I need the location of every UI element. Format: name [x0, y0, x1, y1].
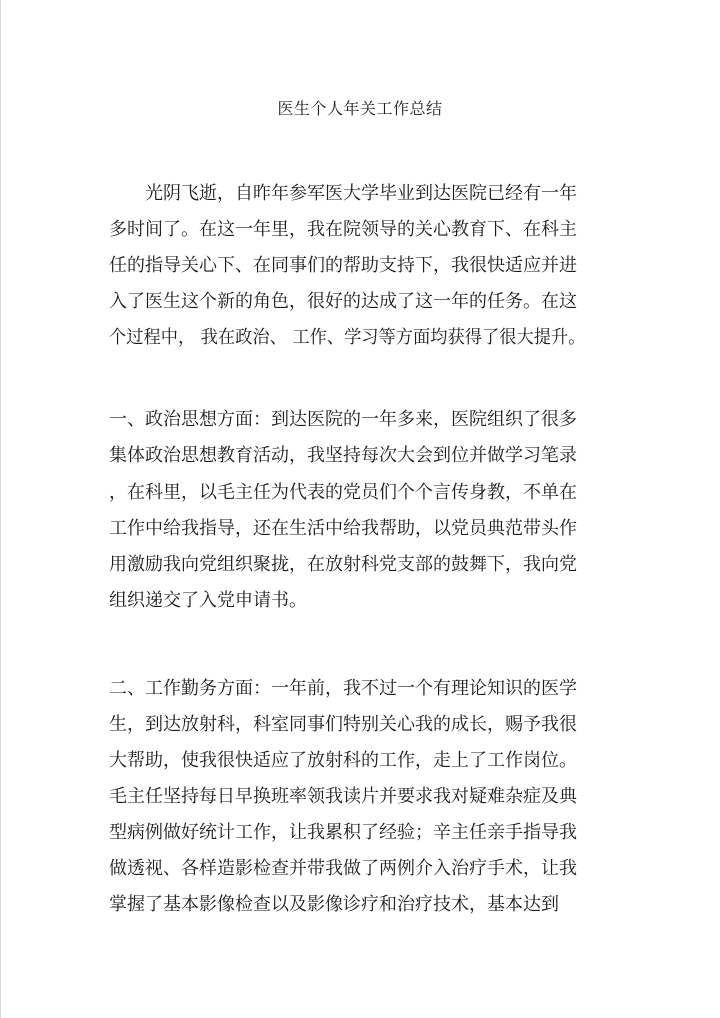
- section2-line: 大帮助，使我很快适应了放射科的工作，走上了工作岗位。: [109, 750, 577, 771]
- section2-line: 二、工作勤务方面：一年前，我不过一个有理论知识的医学: [109, 678, 577, 699]
- intro-line: 个过程中， 我在政治、 工作、学习等方面均获得了很大提升。: [109, 327, 586, 348]
- section2-line: 型病例做好统计工作，让我累积了经验；辛主任亲手指导我: [109, 822, 577, 843]
- intro-line: 任的指导关心下、在同事们的帮助支持下，我很快适应并进: [109, 255, 577, 276]
- section1-line: ，在科里，以毛主任为代表的党员们个个言传身教，不单在: [109, 482, 577, 503]
- section1-line: 集体政治思想教育活动，我坚持每次大会到位并做学习笔录: [109, 445, 577, 466]
- section2-line: 掌握了基本影像检查以及影像诊疗和治疗技术，基本达到: [109, 894, 559, 915]
- section2-line: 做透视、各样造影检查并带我做了两例介入治疗手术，让我: [109, 858, 577, 879]
- section1-line: 用激励我向党组织聚拢，在放射科党支部的鼓舞下，我向党: [109, 554, 577, 575]
- section2-line: 生，到达放射科，科室同事们特别关心我的成长，赐予我很: [109, 714, 577, 735]
- intro-line: 入了医生这个新的角色，很好的达成了这一年的任务。在这: [109, 291, 577, 312]
- intro-line: 多时间了。在这一年里，我在院领导的关心教育下、在科主: [109, 219, 577, 240]
- intro-line: 光阴飞逝，自昨年参军医大学毕业到达医院已经有一年: [145, 183, 577, 204]
- section1-line: 组织递交了入党申请书。: [109, 590, 307, 611]
- section1-line: 一、政治思想方面：到达医院的一年多来，医院组织了很多: [109, 409, 577, 430]
- document-title: 医生个人年关工作总结: [277, 99, 443, 118]
- section2-line: 毛主任坚持每日早换班率领我读片并要求我对疑难杂症及典: [109, 786, 577, 807]
- section1-line: 工作中给我指导，还在生活中给我帮助，以党员典范带头作: [109, 518, 577, 539]
